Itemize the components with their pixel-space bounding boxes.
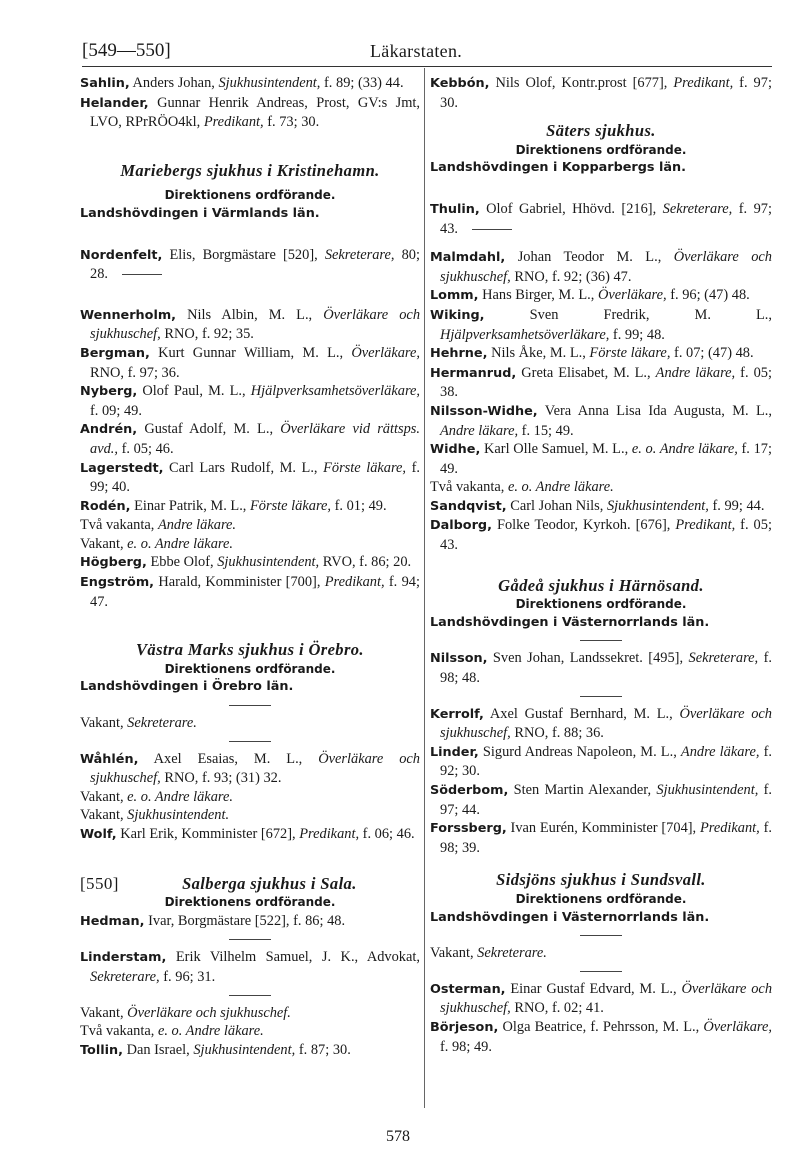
section-subheading: Direktionens ordförande. (515, 597, 687, 612)
entry-tollin: Tollin, Dan Israel, Sjukhusintendent, f. 87; 30. (80, 1041, 351, 1058)
section-heading-sidsjons: Sidsjöns sjukhus i Sundsvall. (496, 870, 706, 890)
entry-hermanrud: Hermanrud, Greta Elisabet, M. L., Andre läkare, f. 05; 38. (430, 364, 772, 401)
entry-hedman: Hedman, Ivar, Borgmästare [522], f. 86; 48. (80, 912, 346, 929)
entry-sandqvist: Sandqvist, Carl Johan Nils, Sjukhusintendent, f. 99; 44. (430, 497, 765, 514)
entry-roden: Rodén, Einar Patrik, M. L., Förste läkare, f. 01; 49. (80, 497, 387, 514)
section-heading-mariebergs: Mariebergs sjukhus i Kristinehamn. (120, 160, 380, 180)
entry-osterman: Osterman, Einar Gustaf Edvard, M. L., Överläkare och sjukhuschef, RNO, f. 02; 41. (430, 980, 773, 1017)
section-subheading: Direktionens ordförande. (515, 142, 687, 157)
section-heading-gadea: Gådeå sjukhus i Härnösand. (498, 575, 704, 595)
column-divider (424, 68, 425, 1108)
entry-wennerholm: Wennerholm, Nils Albin, M. L., Överläkare och sjukhuschef, RNO, f. 92; 35. (80, 306, 421, 343)
authority-line: Landshövdingen i Värmlands län. (80, 205, 320, 221)
authority-line: Landshövdingen i Västernorrlands län. (430, 909, 710, 925)
entry-vacancy: Två vakanta, Andre läkare. (80, 517, 236, 534)
entry-thulin: Thulin, Olof Gabriel, Hhövd. [216], Sekreterare, f. 97; 43. (430, 200, 772, 237)
header-rule (82, 66, 772, 67)
entry-dalborg: Dalborg, Folke Teodor, Kyrkoh. [676], Predikant, f. 05; 43. (430, 517, 772, 554)
entry-vacancy: Vakant, e. o. Andre läkare. (80, 788, 233, 805)
section-subheading: Direktionens ordförande. (164, 661, 336, 676)
separator-rule (580, 696, 622, 697)
page-number: 578 (386, 1128, 410, 1145)
left-column (80, 74, 420, 1060)
section-heading-salberga: [550] Salberga sjukhus i Sala. (80, 873, 357, 893)
entry-lomm: Lomm, Hans Birger, M. L., Överläkare, f. 96; (47) 48. (430, 287, 750, 304)
entry-nilsson-widhe: Nilsson-Widhe, Vera Anna Lisa Ida Augusta, M. L., Andre läkare, f. 15; 49. (430, 402, 772, 439)
page-range: [549—550] (82, 40, 171, 61)
entry-nyberg: Nyberg, Olof Paul, M. L., Hjälpverksamhetsöverläkare, f. 09; 49. (80, 383, 420, 419)
entry-wiking: Wiking, Sven Fredrik, M. L., Hjälpverksamhetsöverläkare, f. 99; 48. (430, 306, 772, 343)
separator-rule (580, 971, 622, 972)
entry-borjeson: Börjeson, Olga Beatrice, f. Pehrsson, M. L., Överläkare, f. 98; 49. (430, 1018, 772, 1055)
entry-soderbom: Söderbom, Sten Martin Alexander, Sjukhusintendent, f. 97; 44. (430, 782, 772, 818)
entry-andren: Andrén, Gustaf Adolf, M. L., Överläkare vid rättsps. avd., f. 05; 46. (80, 421, 420, 457)
entry-hogberg: Högberg, Ebbe Olof, Sjukhusintendent, RVO, f. 86; 20. (80, 554, 412, 571)
entry-vacancy: Vakant, Sekreterare. (430, 945, 547, 962)
section-heading-vastra: Västra Marks sjukhus i Örebro. (136, 640, 364, 660)
separator-rule (229, 995, 271, 996)
entry-linder: Linder, Sigurd Andreas Napoleon, M. L., Andre läkare, f. 92; 30. (430, 743, 772, 780)
entry-sahlin: Sahlin, Anders Johan, Sjukhusintendent, f. 89; (33) 44. (80, 75, 404, 91)
entry-linderstam: Linderstam, Erik Vilhelm Samuel, J. K., Advokat, Sekreterare, f. 96; 31. (80, 949, 420, 985)
section-heading-saters: Säters sjukhus. (546, 121, 656, 141)
section-number: [550] (80, 873, 119, 893)
section-subheading: Direktionens ordförande. (164, 188, 336, 203)
entry-widhe: Widhe, Karl Olle Samuel, M. L., e. o. Andre läkare, f. 17; 49. (430, 441, 772, 477)
entry-vacancy: Vakant, e. o. Andre läkare. (80, 535, 233, 552)
entry-helander: Helander, Gunnar Henrik Andreas, Prost, GV:s Jmt, LVO, RPrRÖO4kl, Predikant, f. 73; 30. (80, 94, 420, 131)
entry-wahlen: Wåhlén, Axel Esaias, M. L., Överläkare och sjukhuschef, RNO, f. 93; (31) 32. (80, 750, 420, 787)
entry-malmdahl: Malmdahl, Johan Teodor M. L., Överläkare och sjukhuschef, RNO, f. 92; (36) 47. (430, 249, 772, 285)
section-subheading: Direktionens ordförande. (164, 895, 336, 910)
separator-rule (229, 939, 271, 940)
separator-rule (229, 741, 271, 742)
entry-vacancy: Vakant, Sjukhusintendent. (80, 807, 230, 824)
entry-vacancy: Vakant, Sekreterare. (80, 715, 197, 732)
entry-nordenfelt: Nordenfelt, Elis, Borgmästare [520], Sekreterare, 80; 28. (80, 246, 420, 283)
section-subheading: Direktionens ordförande. (515, 891, 687, 906)
entry-bergman: Bergman, Kurt Gunnar William, M. L., Överläkare, RNO, f. 97; 36. (80, 344, 420, 381)
right-column (430, 74, 772, 1056)
separator-rule (229, 705, 271, 706)
authority-line: Landshövdingen i Kopparbergs län. (430, 160, 686, 176)
entry-lagerstedt: Lagerstedt, Carl Lars Rudolf, M. L., Förste läkare, f. 99; 40. (80, 459, 420, 496)
entry-kebbon: Kebbón, Nils Olof, Kontr.prost [677], Predikant, f. 97; 30. (430, 75, 772, 111)
page-header (82, 40, 772, 64)
entry-vacancy: Två vakanta, e. o. Andre läkare. (80, 1023, 264, 1040)
running-title: Läkarstaten. (370, 41, 463, 61)
entry-vacancy: Två vakanta, e. o. Andre läkare. (430, 479, 614, 496)
separator-rule (580, 640, 622, 641)
entry-wolf: Wolf, Karl Erik, Komminister [672], Predikant, f. 06; 46. (80, 826, 415, 842)
entry-engstrom: Engström, Harald, Komminister [700], Predikant, f. 94; 47. (80, 574, 420, 610)
entry-kerrolf: Kerrolf, Axel Gustaf Bernhard, M. L., Överläkare och sjukhuschef, RNO, f. 88; 36. (430, 705, 772, 742)
separator-rule (580, 935, 622, 936)
entry-hehrne: Hehrne, Nils Åke, M. L., Förste läkare, f. 07; (47) 48. (430, 345, 754, 362)
entry-nilsson: Nilsson, Sven Johan, Landssekret. [495], Sekreterare, f. 98; 48. (430, 650, 772, 687)
entry-forssberg: Forssberg, Ivan Eurén, Komminister [704], Predikant, f. 98; 39. (430, 820, 772, 856)
authority-line: Landshövdingen i Västernorrlands län. (430, 614, 710, 630)
authority-line: Landshövdingen i Örebro län. (80, 679, 294, 695)
entry-vacancy: Vakant, Överläkare och sjukhuschef. (80, 1004, 291, 1021)
